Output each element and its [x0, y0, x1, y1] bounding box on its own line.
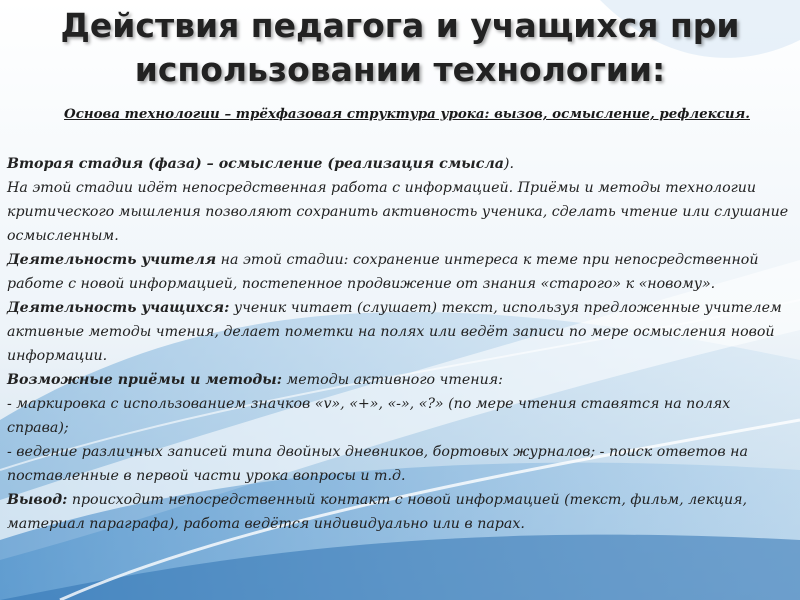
- methods-paragraph: [7, 368, 793, 392]
- slide-body: [7, 152, 793, 536]
- slide-subtitle: Основа технологии – трёхфазовая структура урока: вызов, осмысление, рефлексия.: [64, 106, 750, 122]
- stage-heading: [7, 152, 793, 176]
- stage-suffix: ).: [503, 156, 514, 172]
- teacher-paragraph: [7, 248, 793, 296]
- stage-description: На этой стадии идёт непосредственная работа с информацией. Приёмы и методы технологии критического мышления позволяют сохранить активность ученика, сделать чтение или слушание осмысленным.: [7, 180, 789, 244]
- methods-item-2: - ведение различных записей типа двойных дневников, бортовых журналов; - поиск ответов на поставленные в первой части урока вопросы и т.д.: [7, 444, 748, 484]
- students-paragraph: [7, 296, 793, 368]
- students-text: ученик читает (слушает) текст, используя предложенные учителем активные методы чтения, делает пометки на полях или ведёт записи по мере осмысления новой информации.: [7, 300, 782, 364]
- students-label: Деятельность учащихся:: [7, 300, 230, 316]
- methods-text: методы активного чтения:: [281, 372, 503, 388]
- title-line-2: использовании технологии:: [134, 50, 666, 89]
- conclusion-text: происходит непосредственный контакт с новой информацией (текст, фильм, лекция, материал параграфа), работа ведётся индивидуально или в парах.: [7, 492, 747, 532]
- teacher-label: Деятельность учителя: [7, 252, 217, 268]
- conclusion-label: Вывод:: [7, 492, 68, 508]
- conclusion-paragraph: [7, 488, 793, 536]
- methods-item-1: - маркировка с использованием значков «v», «+», «-», «?» (по мере чтения ставятся на полях справа);: [7, 396, 731, 436]
- title-line-1: Действия педагога и учащихся при: [60, 6, 740, 45]
- slide-title: [0, 4, 800, 92]
- stage-label: Вторая стадия (фаза) – осмысление (реализация смысла: [7, 156, 504, 172]
- teacher-text: на этой стадии: сохранение интереса к теме при непосредственной работе с новой информацией, постепенное продвижение от знания «старого» к «новому».: [7, 252, 759, 292]
- methods-label: Возможные приёмы и методы:: [7, 372, 282, 388]
